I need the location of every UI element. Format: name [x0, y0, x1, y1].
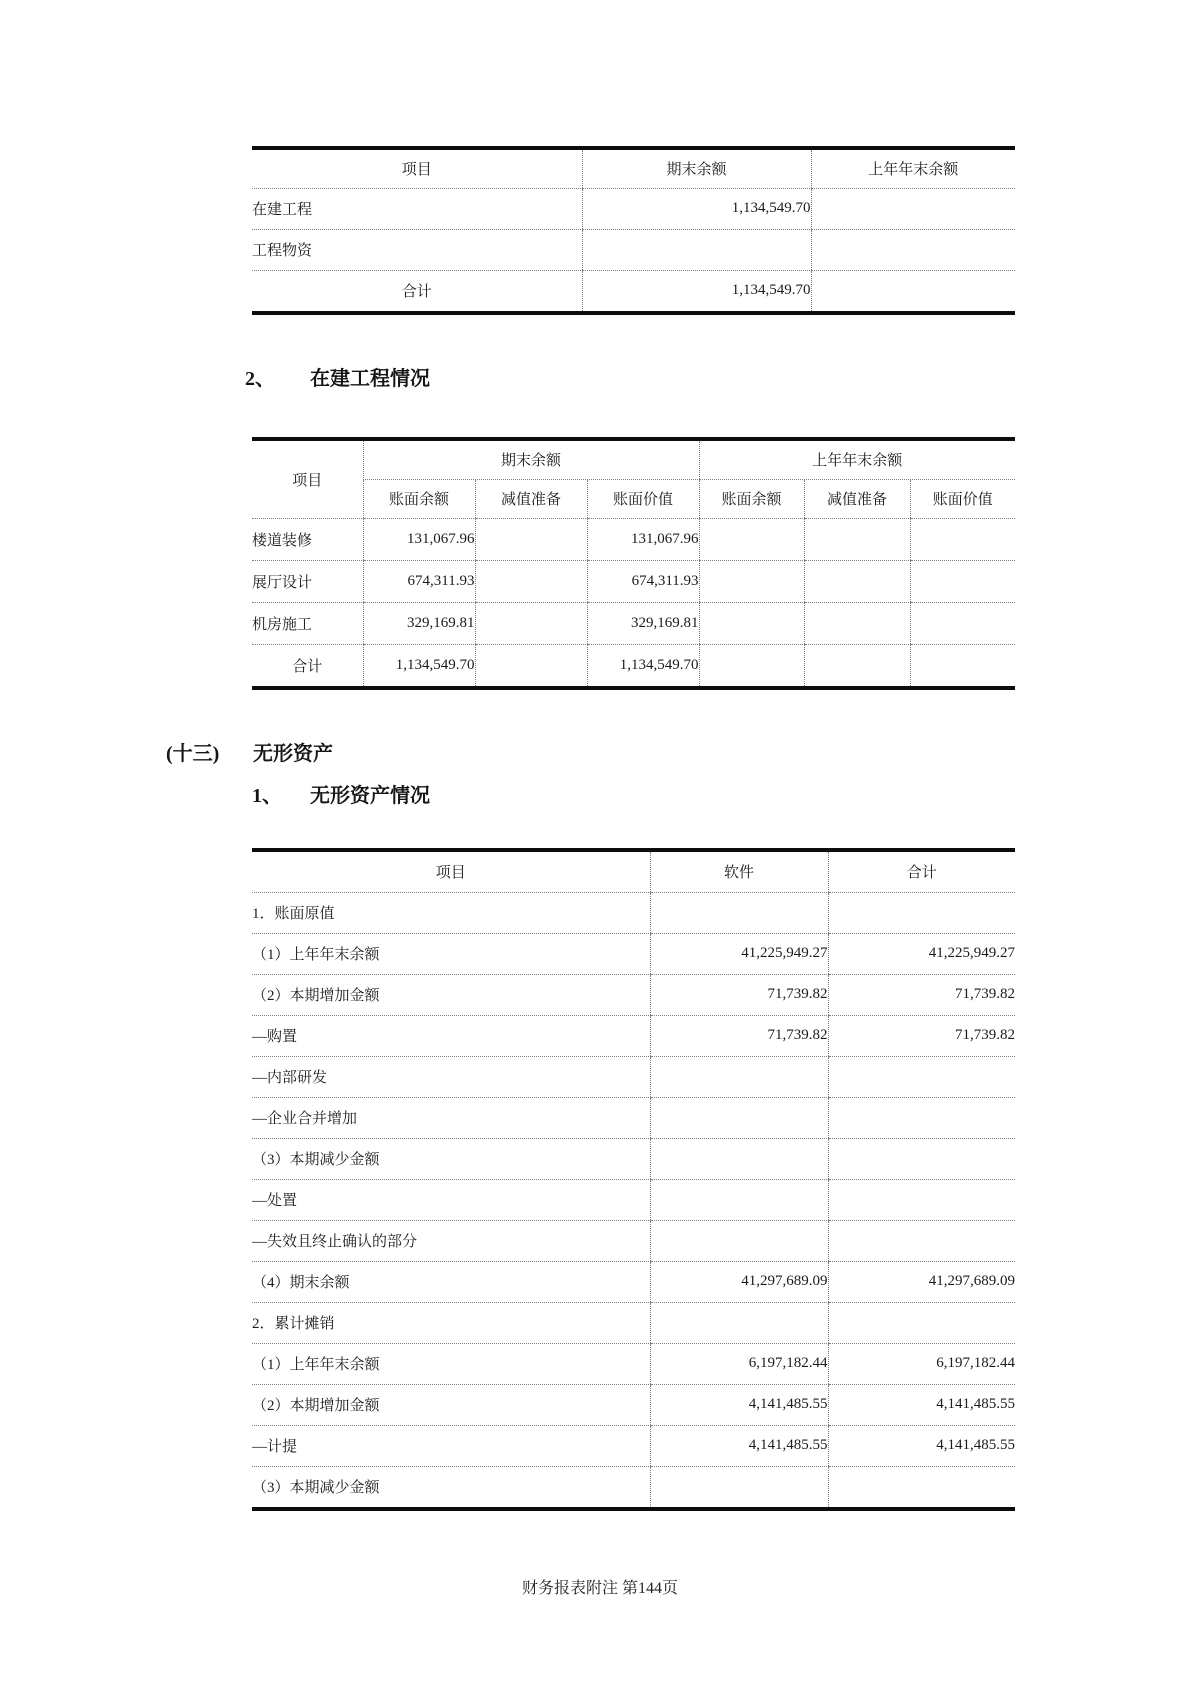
- table-row: [252, 518, 1015, 560]
- cip-summary-table-grid: [252, 150, 1015, 311]
- column-header-item: 项目: [252, 150, 582, 188]
- table-row: [252, 1343, 1015, 1384]
- section-number: (十三): [166, 743, 220, 765]
- cell-item: （2）本期增加金额: [252, 974, 650, 1015]
- cell-value-5: [910, 644, 1015, 686]
- table-row: [252, 1425, 1015, 1466]
- table-row: [252, 188, 1015, 229]
- cell-total: [828, 1138, 1015, 1179]
- cell-value-5: [910, 518, 1015, 560]
- cell-value-3: [699, 644, 804, 686]
- cell-item: —处置: [252, 1179, 650, 1220]
- cell-value-1: [475, 560, 587, 602]
- cell-software: 71,739.82: [650, 974, 828, 1015]
- column-header-software: 软件: [650, 852, 828, 892]
- cell-item: 展厅设计: [252, 560, 363, 602]
- section-number: 1、: [252, 785, 282, 807]
- cell-item: 合计: [292, 658, 323, 675]
- table-row: [252, 1261, 1015, 1302]
- cip-summary-table: [252, 146, 1015, 315]
- cell-value-0: 674,311.93: [363, 560, 475, 602]
- cell-item: （4）期末余额: [252, 1261, 650, 1302]
- intangible-table: [252, 848, 1015, 1511]
- cell-total: [828, 1220, 1015, 1261]
- cell-ending-balance: 1,134,549.70: [582, 188, 811, 229]
- intangible-table-body: [252, 892, 1015, 1507]
- section-heading-intangible-detail: [252, 783, 430, 809]
- cell-item: —失效且终止确认的部分: [252, 1220, 650, 1261]
- cell-software: [650, 1097, 828, 1138]
- section-heading-intangible-assets: [166, 741, 333, 767]
- cell-item: 合计: [401, 284, 432, 301]
- cell-item: 1．账面原值: [252, 892, 650, 933]
- subcolumn-header-impairment-provision: 减值准备: [475, 479, 587, 518]
- section-title: 在建工程情况: [310, 368, 430, 390]
- cell-software: 6,197,182.44: [650, 1343, 828, 1384]
- cip-summary-table-body: [252, 188, 1015, 311]
- group-header-ending-balance: 期末余额: [363, 441, 699, 479]
- cell-item: 楼道装修: [252, 518, 363, 560]
- cell-value-1: [475, 518, 587, 560]
- cell-item: 工程物资: [252, 229, 582, 270]
- cell-item: —企业合并增加: [252, 1097, 650, 1138]
- cell-value-4: [804, 518, 910, 560]
- cell-value-5: [910, 560, 1015, 602]
- cell-total: 41,225,949.27: [828, 933, 1015, 974]
- subcolumn-header-book-value: 账面价值: [910, 479, 1015, 518]
- cell-total: [828, 1179, 1015, 1220]
- cell-total: 4,141,485.55: [828, 1425, 1015, 1466]
- table-row: [252, 1097, 1015, 1138]
- cell-value-2: 329,169.81: [587, 602, 699, 644]
- table-row: [252, 933, 1015, 974]
- cell-software: 41,225,949.27: [650, 933, 828, 974]
- cell-total: [828, 1097, 1015, 1138]
- cip-detail-table: [252, 437, 1015, 690]
- cip-detail-table-body: [252, 518, 1015, 686]
- table-row: [252, 892, 1015, 933]
- table-row: [252, 560, 1015, 602]
- cell-item: （2）本期增加金额: [252, 1384, 650, 1425]
- cip-detail-table-header: [252, 441, 1015, 518]
- table-row: [252, 1179, 1015, 1220]
- cell-ending-balance: [582, 229, 811, 270]
- cell-value-3: [699, 602, 804, 644]
- column-header-item: 项目: [252, 852, 650, 892]
- table-row: [252, 1220, 1015, 1261]
- cell-software: 4,141,485.55: [650, 1384, 828, 1425]
- cell-total: [828, 1302, 1015, 1343]
- cell-value-2: 674,311.93: [587, 560, 699, 602]
- cell-total: 6,197,182.44: [828, 1343, 1015, 1384]
- cell-item: （1）上年年末余额: [252, 933, 650, 974]
- cell-software: [650, 1179, 828, 1220]
- cell-value-3: [699, 560, 804, 602]
- cell-item: —购置: [252, 1015, 650, 1056]
- section-title: 无形资产情况: [310, 785, 430, 807]
- cell-value-0: 329,169.81: [363, 602, 475, 644]
- subcolumn-header-book-value: 账面价值: [587, 479, 699, 518]
- header-row: [252, 150, 1015, 188]
- cell-value-4: [804, 560, 910, 602]
- table-row: [252, 1056, 1015, 1097]
- table-row: [252, 1138, 1015, 1179]
- cell-total: [828, 1466, 1015, 1507]
- cell-prior-year-balance: [811, 188, 1015, 229]
- cell-software: [650, 1302, 828, 1343]
- cell-software: [650, 892, 828, 933]
- table-row: [252, 1015, 1015, 1056]
- cell-prior-year-balance: [811, 229, 1015, 270]
- cell-total: [828, 1056, 1015, 1097]
- group-header-prior-year-balance: 上年年末余额: [699, 441, 1015, 479]
- subcolumn-header-impairment-provision: 减值准备: [804, 479, 910, 518]
- cell-value-0: 1,134,549.70: [363, 644, 475, 686]
- cell-total: [828, 892, 1015, 933]
- cell-value-5: [910, 602, 1015, 644]
- column-header-item: 项目: [252, 441, 363, 518]
- cell-item: 在建工程: [252, 188, 582, 229]
- subcolumn-header-book-balance: 账面余额: [363, 479, 475, 518]
- cell-value-2: 131,067.96: [587, 518, 699, 560]
- header-row-groups: [252, 441, 1015, 479]
- cell-item: （3）本期减少金额: [252, 1138, 650, 1179]
- cell-item: 机房施工: [252, 602, 363, 644]
- section-title: 无形资产: [253, 743, 333, 765]
- table-row: [252, 974, 1015, 1015]
- section-heading-cip-detail: [245, 366, 430, 392]
- subcolumn-header-book-balance: 账面余额: [699, 479, 804, 518]
- cell-value-3: [699, 518, 804, 560]
- cell-software: 71,739.82: [650, 1015, 828, 1056]
- cell-total: 41,297,689.09: [828, 1261, 1015, 1302]
- cell-item: —计提: [252, 1425, 650, 1466]
- cell-software: [650, 1056, 828, 1097]
- cip-detail-table-grid: [252, 441, 1015, 686]
- cell-software: 41,297,689.09: [650, 1261, 828, 1302]
- table-row: [252, 1302, 1015, 1343]
- column-header-prior-year-balance: 上年年末余额: [811, 150, 1015, 188]
- intangible-table-grid: [252, 852, 1015, 1507]
- table-row: [252, 1466, 1015, 1507]
- cell-software: [650, 1138, 828, 1179]
- cell-total: 4,141,485.55: [828, 1384, 1015, 1425]
- cell-value-2: 1,134,549.70: [587, 644, 699, 686]
- cell-total: 71,739.82: [828, 1015, 1015, 1056]
- intangible-table-header: [252, 852, 1015, 892]
- table-row: [252, 602, 1015, 644]
- header-row-subcolumns: [252, 479, 1015, 518]
- cell-item: （3）本期减少金额: [252, 1480, 380, 1497]
- cell-value-1: [475, 602, 587, 644]
- cell-item: 2．累计摊销: [252, 1302, 650, 1343]
- cip-summary-table-header: [252, 150, 1015, 188]
- table-row: [252, 229, 1015, 270]
- section-number: 2、: [245, 368, 275, 390]
- column-header-ending-balance: 期末余额: [582, 150, 811, 188]
- table-row: [252, 270, 1015, 311]
- table-row: [252, 1384, 1015, 1425]
- cell-value-4: [804, 602, 910, 644]
- cell-value-0: 131,067.96: [363, 518, 475, 560]
- cell-software: 4,141,485.55: [650, 1425, 828, 1466]
- cell-software: [650, 1220, 828, 1261]
- cell-total: 71,739.82: [828, 974, 1015, 1015]
- header-row: [252, 852, 1015, 892]
- cell-prior-year-balance: [811, 270, 1015, 311]
- cell-ending-balance: 1,134,549.70: [582, 270, 811, 311]
- column-header-total: 合计: [828, 852, 1015, 892]
- cell-item: —内部研发: [252, 1056, 650, 1097]
- cell-value-4: [804, 644, 910, 686]
- cell-value-1: [475, 644, 587, 686]
- page-footer: 财务报表附注 第144页: [521, 1580, 678, 1597]
- cell-software: [650, 1466, 828, 1507]
- table-row: [252, 644, 1015, 686]
- cell-item: （1）上年年末余额: [252, 1343, 650, 1384]
